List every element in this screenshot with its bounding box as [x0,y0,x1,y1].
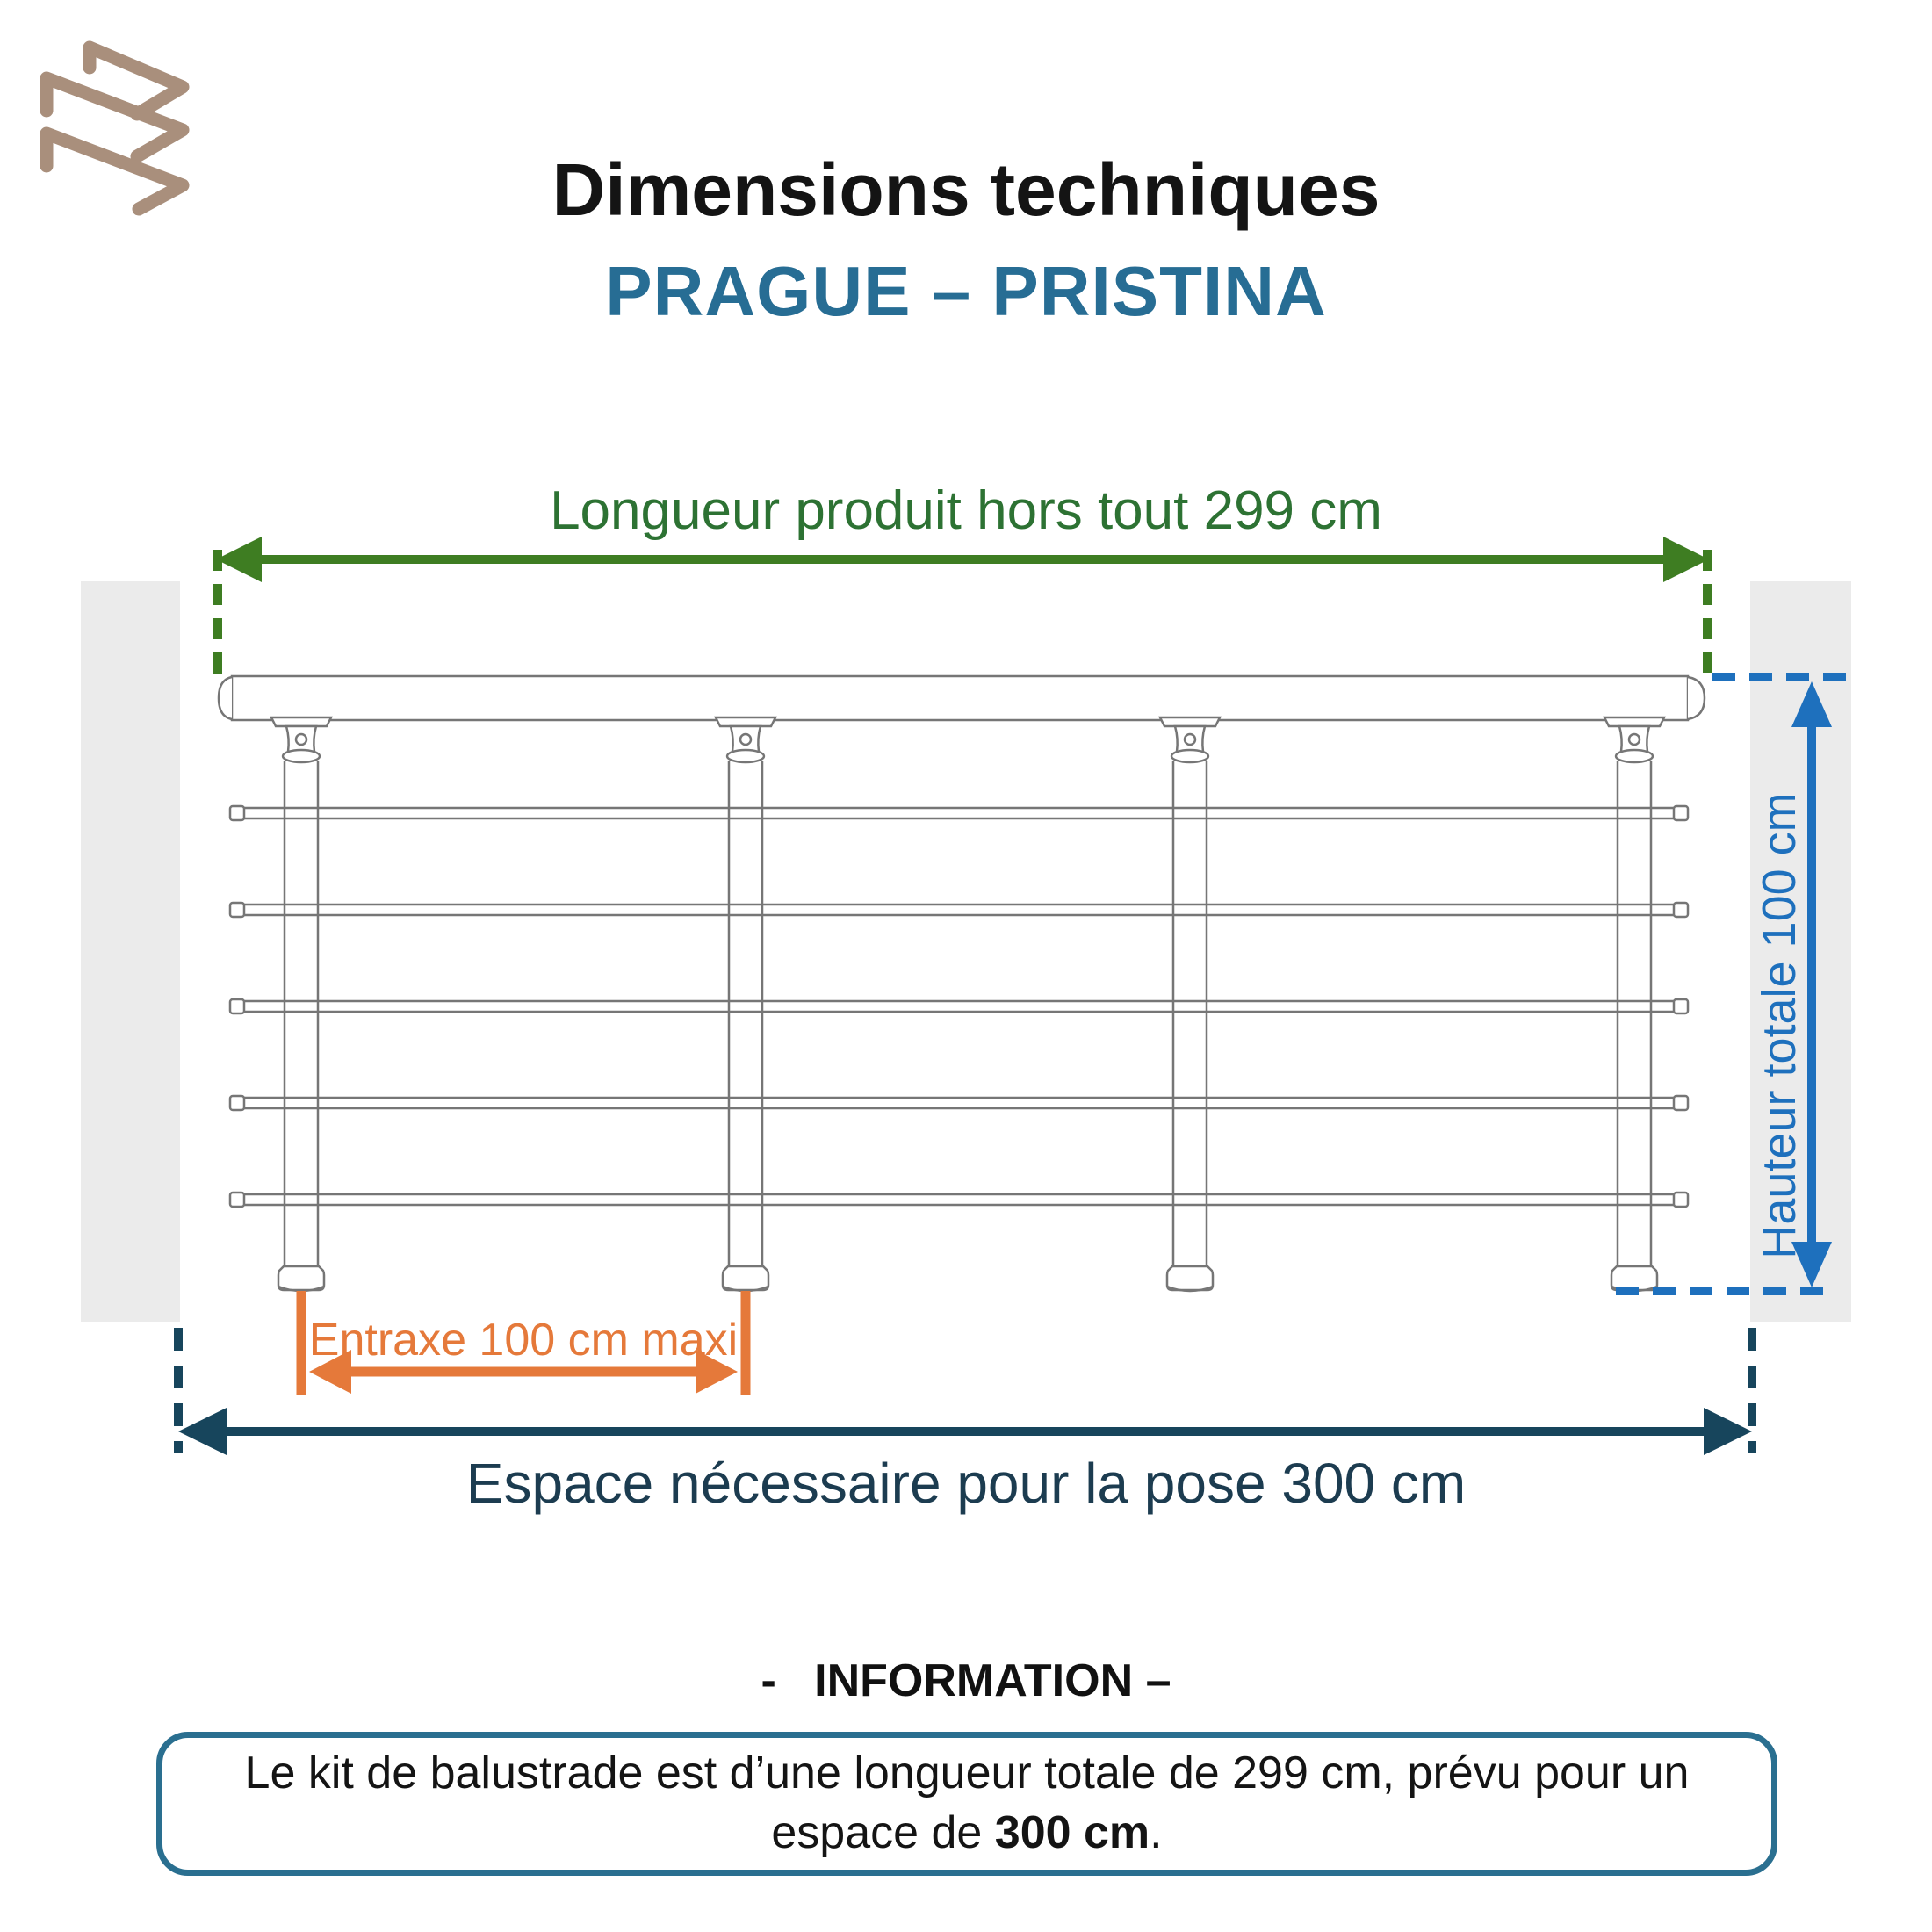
rail-1 [230,806,1688,820]
rail-3 [230,999,1688,1013]
rail-5 [230,1193,1688,1207]
info-text-line1: Le kit de balustrade est d’une longueur totale de 299 cm, prévu pour un [244,1748,1690,1799]
wall-left [81,581,180,1322]
info-text-line2-suffix: . [1150,1807,1163,1858]
handrail-end-cap-left [219,677,232,719]
arrowhead-left [309,1350,351,1394]
page-title: Dimensions techniques [551,148,1381,231]
height-dimension-label: Hauteur totale 100 cm [1753,792,1806,1259]
spacing-dimension-label: Entraxe 100 cm maxi [308,1315,739,1366]
length-dimension-label: Longueur produit hors tout 299 cm [550,480,1382,541]
length-dimension-arrow [216,537,1709,674]
page-subtitle: PRAGUE – PRISTINA [605,252,1327,330]
handrail [219,676,1705,720]
arrowhead-left [178,1408,227,1455]
space-dimension-label: Espace nécessaire pour la pose 300 cm [465,1452,1467,1515]
handrail-end-cap-right [1688,677,1705,719]
rail-2 [230,903,1688,917]
arrowhead-left [216,537,262,582]
info-text-line2-prefix: espace de [771,1807,995,1858]
rail-4 [230,1096,1688,1110]
info-heading: - INFORMATION – [761,1655,1171,1706]
space-dimension-arrow [178,1328,1752,1455]
logo-layers-icon [47,47,183,209]
arrowhead-right [696,1350,738,1394]
info-text-line2-bold: 300 cm [994,1807,1150,1858]
arrowhead-right [1663,537,1709,582]
arrowhead-right [1704,1408,1752,1455]
wall-right [1750,581,1851,1322]
spacing-dimension-arrow [301,1291,746,1395]
